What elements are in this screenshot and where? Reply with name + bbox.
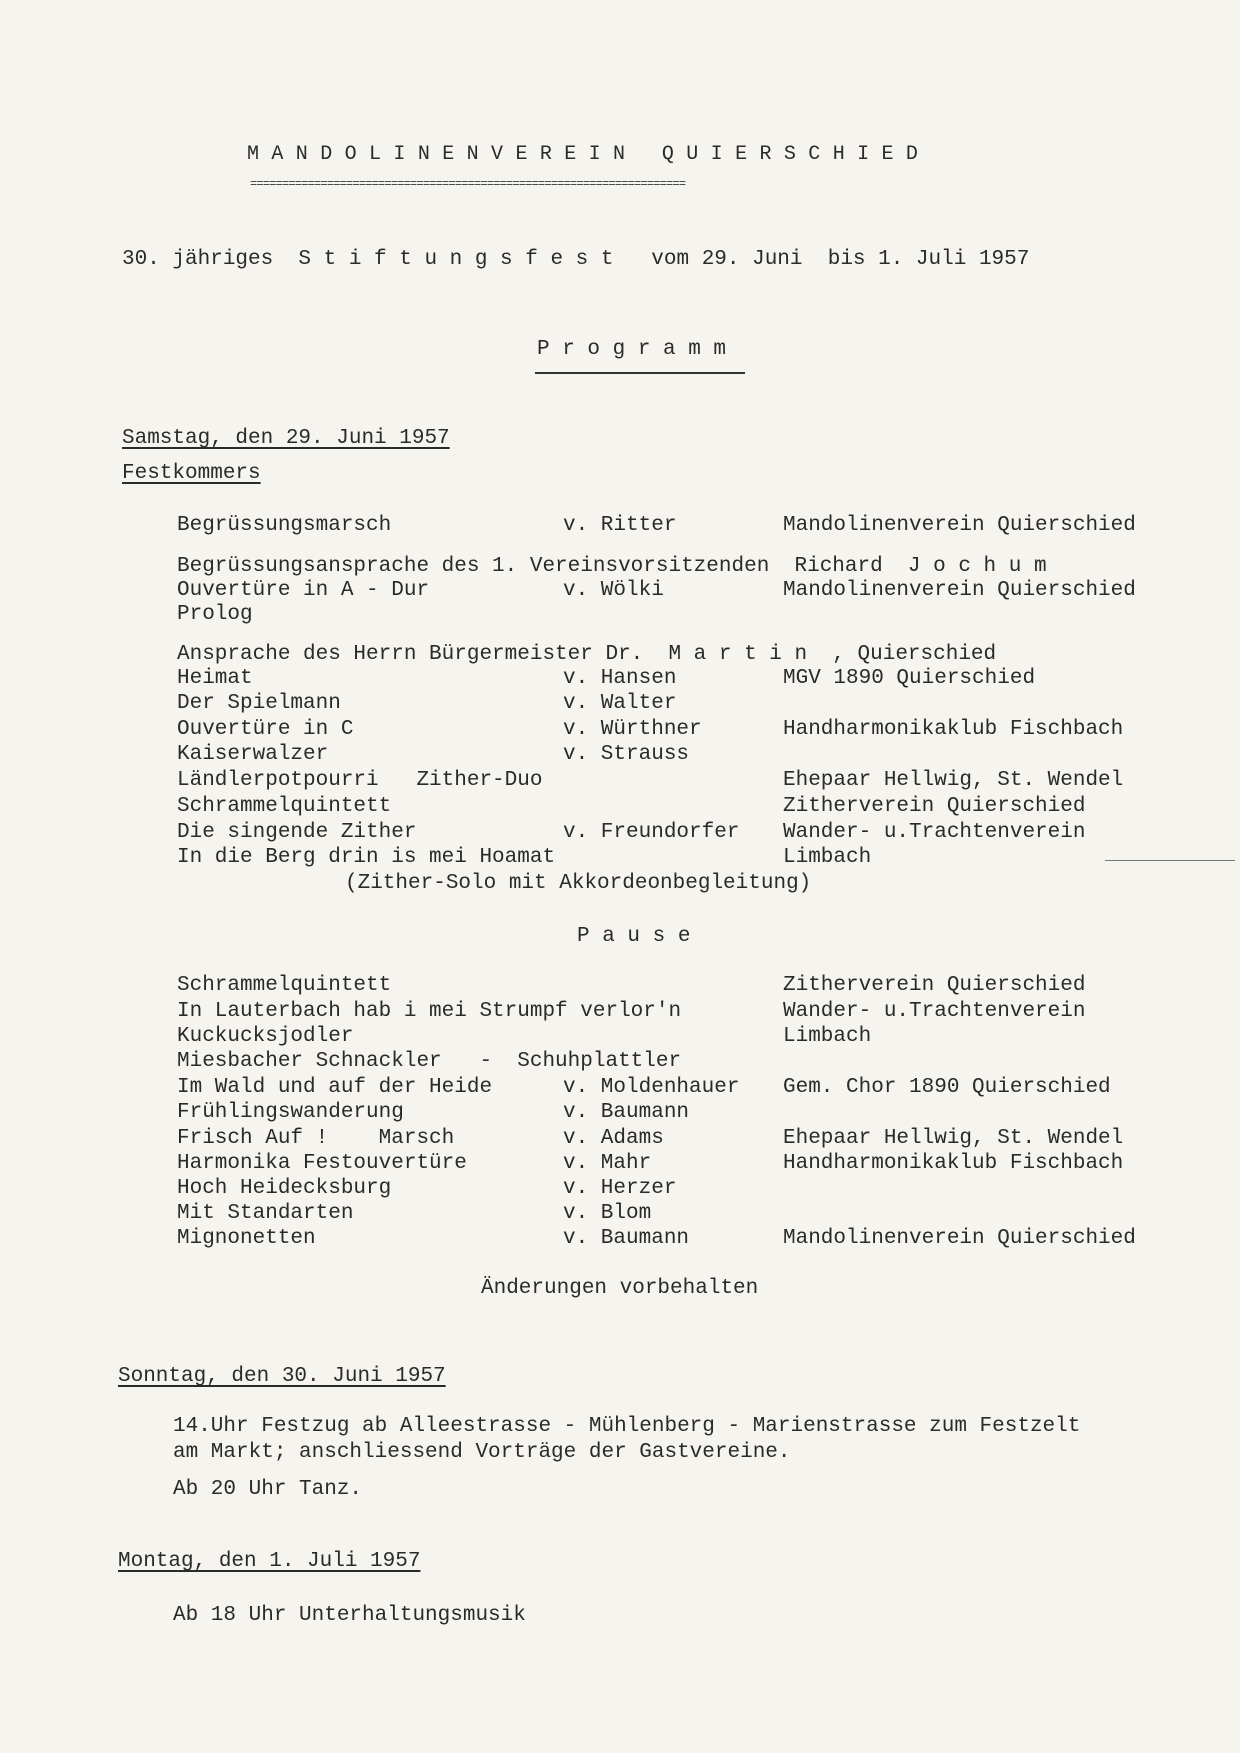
program-item-performer: Handharmonikaklub Fischbach: [783, 1152, 1124, 1175]
program-item-performer: Limbach: [783, 1025, 872, 1048]
program-item-title: Hoch Heidecksburg: [177, 1177, 392, 1200]
program-item-title: Heimat: [177, 667, 253, 690]
program-item-composer: v. Adams: [563, 1127, 664, 1150]
program-item-performer: Mandolinenverein Quierschied: [783, 1227, 1136, 1250]
program-item-title: Kuckucksjodler: [177, 1025, 354, 1048]
program-item-title: Schrammelquintett: [177, 795, 392, 818]
program-item-title: Ouvertüre in A - Dur: [177, 579, 430, 602]
program-item-composer: v. Würthner: [563, 718, 702, 741]
program-item-performer: MGV 1890 Quierschied: [783, 667, 1036, 690]
program-item-title: Schrammelquintett: [177, 974, 392, 997]
sunday-line: 14.Uhr Festzug ab Alleestrasse - Mühlenberg - Marienstrasse zum Festzelt: [173, 1415, 1081, 1438]
program-item-title: In die Berg drin is mei Hoamat: [177, 846, 556, 869]
program-item-composer: v. Baumann: [563, 1227, 690, 1250]
program-item-performer: Ehepaar Hellwig, St. Wendel: [783, 1127, 1124, 1150]
program-item-performer: Gem. Chor 1890 Quierschied: [783, 1076, 1111, 1099]
monday-line: Ab 18 Uhr Unterhaltungsmusik: [173, 1604, 526, 1627]
program-item-title: Frühlingswanderung: [177, 1101, 404, 1124]
program-item-performer: Mandolinenverein Quierschied: [783, 514, 1136, 537]
program-item-performer: Wander- u.Trachtenverein: [783, 821, 1086, 844]
changes-reserved-note: Änderungen vorbehalten: [481, 1277, 759, 1300]
program-item-title: Frisch Auf ! Marsch: [177, 1127, 455, 1150]
program-item-title: Die singende Zither: [177, 821, 417, 844]
program-item-performer: Ehepaar Hellwig, St. Wendel: [783, 769, 1124, 792]
program-item-title: Im Wald und auf der Heide: [177, 1076, 493, 1099]
double-underline: ====================================================================: [250, 178, 686, 190]
program-item-full: Begrüssungsansprache des 1. Vereinsvorsitzenden Richard J o c h u m: [177, 555, 1047, 578]
program-item-title: Der Spielmann: [177, 692, 341, 715]
program-title: P r o g r a m m: [537, 338, 727, 361]
saturday-date: Samstag, den 29. Juni 1957: [122, 427, 450, 450]
program-item-title: In Lauterbach hab i mei Strumpf verlor'n: [177, 1000, 682, 1023]
program-item-title: Miesbacher Schnackler - Schuhplattler: [177, 1050, 682, 1073]
program-item-note: (Zither-Solo mit Akkordeonbegleitung): [345, 872, 812, 895]
program-item-performer: Handharmonikaklub Fischbach: [783, 718, 1124, 741]
program-item-title: Mit Standarten: [177, 1202, 354, 1225]
club-name-heading: M A N D O L I N E N V E R E I N Q U I E R S C H I E D: [247, 143, 919, 166]
program-item-title: Ländlerpotpourri Zither-Duo: [177, 769, 543, 792]
program-item-composer: v. Moldenhauer: [563, 1076, 740, 1099]
program-item-composer: v. Herzer: [563, 1177, 677, 1200]
stray-mark-line: [1105, 860, 1235, 861]
program-item-composer: v. Baumann: [563, 1101, 690, 1124]
program-item-title: Ouvertüre in C: [177, 718, 354, 741]
program-item-performer: Zitherverein Quierschied: [783, 974, 1086, 997]
sunday-date: Sonntag, den 30. Juni 1957: [118, 1365, 446, 1388]
program-item-title: Mignonetten: [177, 1227, 316, 1250]
sunday-line: am Markt; anschliessend Vorträge der Gastvereine.: [173, 1441, 791, 1464]
program-item-composer: v. Strauss: [563, 743, 690, 766]
program-item-title: Prolog: [177, 603, 253, 626]
program-item-composer: v. Blom: [563, 1202, 652, 1225]
program-item-composer: v. Hansen: [563, 667, 677, 690]
saturday-subtitle: Festkommers: [122, 462, 261, 485]
sunday-line: Ab 20 Uhr Tanz.: [173, 1478, 363, 1501]
program-item-performer: Mandolinenverein Quierschied: [783, 579, 1136, 602]
program-item-full: Ansprache des Herrn Bürgermeister Dr. M a r t i n , Quierschied: [177, 643, 997, 666]
program-item-performer: Wander- u.Trachtenverein: [783, 1000, 1086, 1023]
pause-heading: P a u s e: [577, 925, 691, 948]
program-item-title: Begrüssungsmarsch: [177, 514, 392, 537]
event-title: 30. jähriges S t i f t u n g s f e s t vom 29. Juni bis 1. Juli 1957: [122, 248, 1030, 271]
program-item-performer: Zitherverein Quierschied: [783, 795, 1086, 818]
program-item-performer: Limbach: [783, 846, 872, 869]
monday-date: Montag, den 1. Juli 1957: [118, 1550, 421, 1573]
program-item-composer: v. Freundorfer: [563, 821, 740, 844]
program-item-composer: v. Ritter: [563, 514, 677, 537]
program-item-composer: v. Mahr: [563, 1152, 652, 1175]
program-item-title: Harmonika Festouvertüre: [177, 1152, 467, 1175]
program-title-underline: [535, 372, 745, 374]
program-item-title: Kaiserwalzer: [177, 743, 329, 766]
program-item-composer: v. Walter: [563, 692, 677, 715]
program-item-composer: v. Wölki: [563, 579, 664, 602]
